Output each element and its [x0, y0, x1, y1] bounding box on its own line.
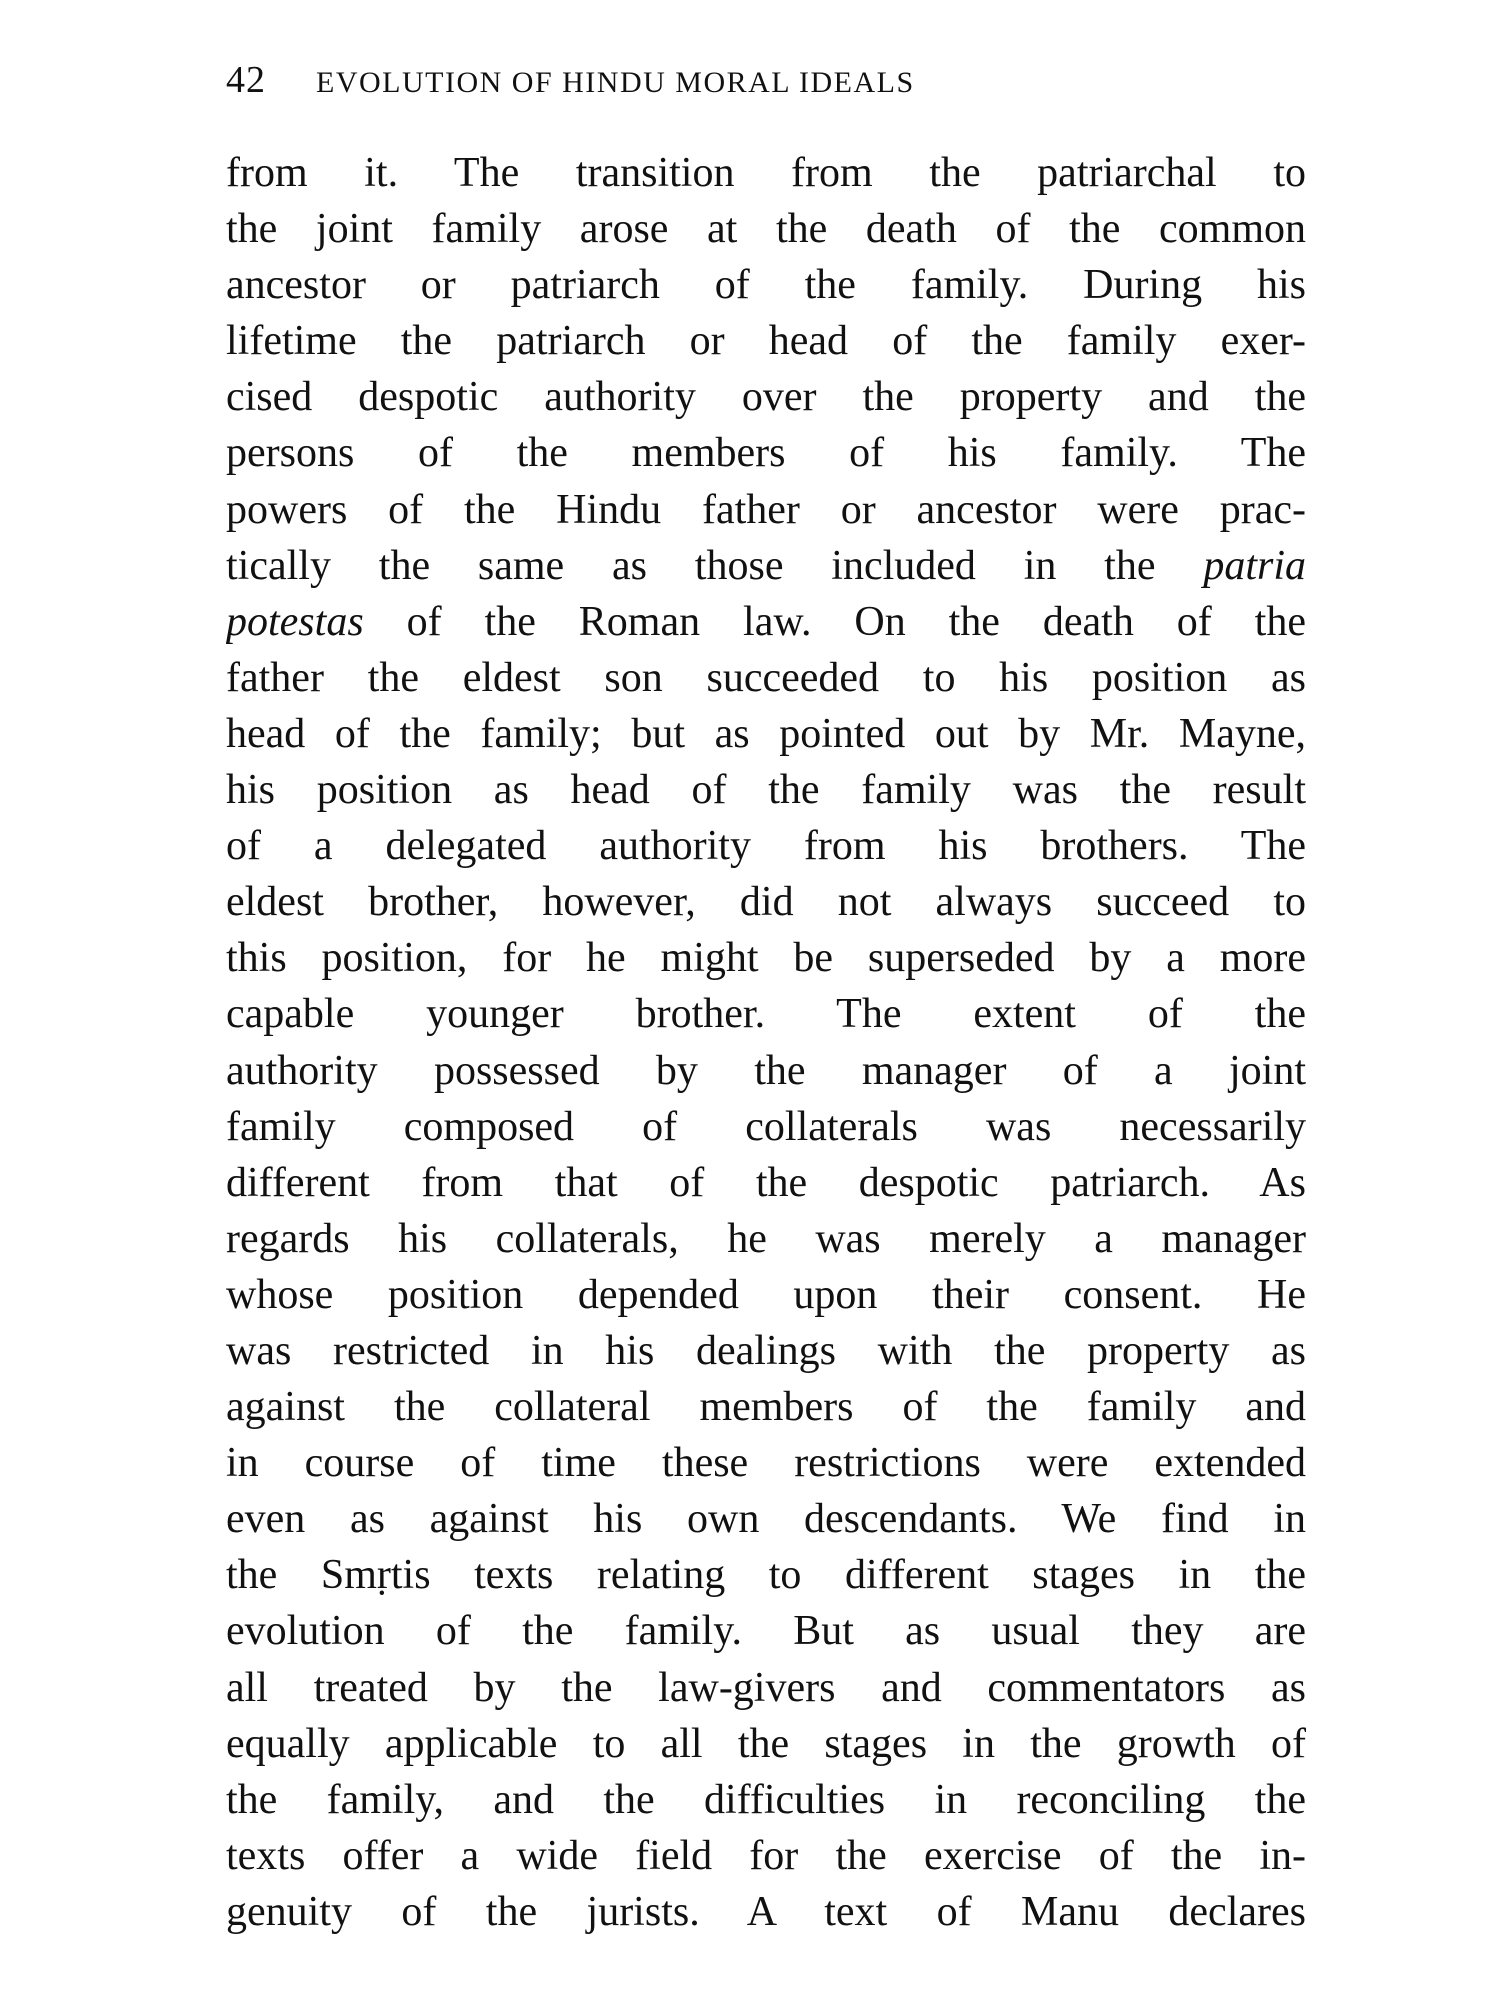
text-line-31: texts offer a wide field for the exercise of the in-	[226, 1832, 1306, 1879]
latin-term-potestas: potestas	[226, 598, 364, 645]
text-line-21: whose position depended upon their consent. He	[226, 1271, 1306, 1318]
text-line-7: powers of the Hindu father or ancestor were prac-	[226, 486, 1306, 533]
text-line-9	[226, 594, 1306, 650]
text-line-15: this position, for he might be superseded by a more	[226, 935, 1306, 982]
text-line-23: against the collateral members of the family and	[226, 1384, 1306, 1431]
page-number: 42	[226, 59, 266, 101]
latin-term-patria: patria	[1203, 542, 1306, 589]
text-line-8	[226, 538, 1306, 594]
text-line-24: in course of time these restrictions were extended	[226, 1440, 1306, 1487]
text-line-19: different from that of the despotic patriarch. As	[226, 1159, 1306, 1206]
text-line-13: of a delegated authority from his brothers. The	[226, 823, 1306, 870]
text-line-27: evolution of the family. But as usual they are	[226, 1608, 1306, 1655]
text-line-10: father the eldest son succeeded to his position as	[226, 654, 1306, 701]
text-line-29: equally applicable to all the stages in the growth of	[226, 1720, 1306, 1767]
text-line-14: eldest brother, however, did not always succeed to	[226, 879, 1306, 926]
text-line-4: lifetime the patriarch or head of the family exer-	[226, 318, 1306, 365]
running-title: EVOLUTION OF HINDU MORAL IDEALS	[316, 66, 915, 99]
text-line-26: the Smṛtis texts relating to different stages in the	[226, 1552, 1306, 1599]
text-line-1: from it. The transition from the patriarchal to	[226, 150, 1306, 196]
text-line-17: authority possessed by the manager of a joint	[226, 1047, 1306, 1094]
text-line-8-roman: tically the same as those included in the	[226, 542, 1156, 589]
text-line-22: was restricted in his dealings with the property as	[226, 1327, 1306, 1374]
text-line-11: head of the family; but as pointed out by Mr. Mayne,	[226, 710, 1306, 757]
text-line-28: all treated by the law-givers and commentators as	[226, 1664, 1306, 1711]
text-line-25: even as against his own descendants. We find in	[226, 1496, 1306, 1543]
text-line-32: genuity of the jurists. A text of Manu declares	[226, 1888, 1306, 1935]
text-line-6: persons of the members of his family. The	[226, 430, 1306, 477]
text-line-9-roman: of the Roman law. On the death of the	[406, 598, 1306, 645]
text-line-12: his position as head of the family was the result	[226, 767, 1306, 814]
text-line-3: ancestor or patriarch of the family. During his	[226, 262, 1306, 309]
text-line-2: the joint family arose at the death of the common	[226, 206, 1306, 253]
text-line-20: regards his collaterals, he was merely a manager	[226, 1215, 1306, 1262]
text-line-5: cised despotic authority over the property and the	[226, 374, 1306, 421]
text-line-30: the family, and the difficulties in reconciling the	[226, 1776, 1306, 1823]
text-line-18: family composed of collaterals was necessarily	[226, 1103, 1306, 1150]
body-text	[226, 145, 1306, 1940]
text-line-16: capable younger brother. The extent of the	[226, 991, 1306, 1038]
running-header	[226, 58, 1306, 118]
